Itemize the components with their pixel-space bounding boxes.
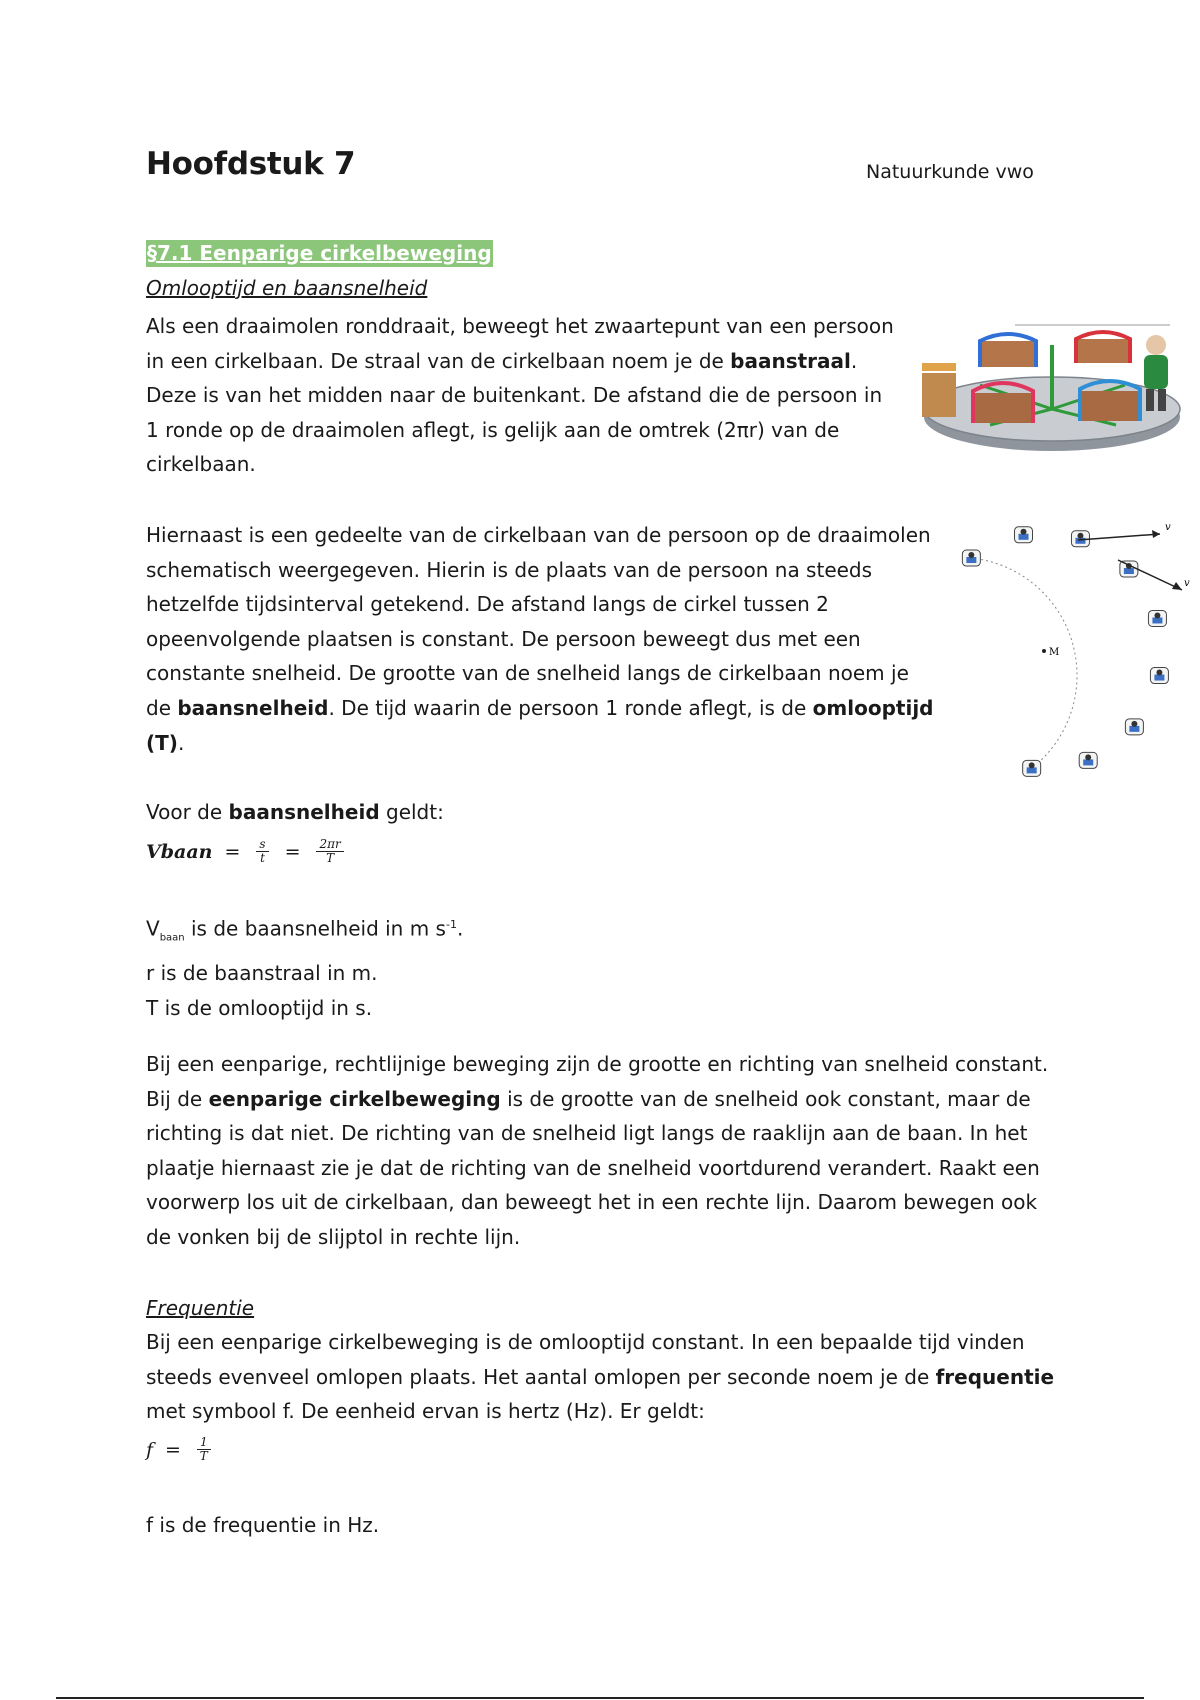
person-position bbox=[1015, 527, 1033, 543]
bottom-rule bbox=[56, 1697, 1144, 1699]
person-position bbox=[1079, 752, 1097, 768]
merry-go-round-illustration bbox=[920, 305, 1190, 465]
person-position bbox=[1125, 719, 1143, 735]
fraction-1-over-T: $\frac{1}{T}$ bbox=[197, 1436, 211, 1463]
formula-frequentie: f = $\frac{1}{T}$ bbox=[146, 1436, 215, 1463]
formula-baansnelheid: Vbaan = $\frac{s}{t}$ = $\frac{2\pi r}{T}$ bbox=[146, 838, 348, 865]
velocity-label-1: v bbox=[1165, 522, 1171, 533]
arrowhead-1 bbox=[1152, 530, 1160, 538]
person-position bbox=[1120, 561, 1138, 577]
paragraph-frequentie: Bij een eenparige cirkelbeweging is de omlooptijd constant. In een bepaalde tijd vinden steeds evenveel omlopen plaats. Het aantal omlopen per seconde noem je de frequentie met symbool f. De eenheid ervan is hertz (Hz). Er geldt: bbox=[146, 1330, 1055, 1424]
circular-motion-diagram bbox=[960, 510, 1200, 790]
fraction-s-over-t: $\frac{s}{t}$ bbox=[256, 838, 268, 865]
person-position bbox=[1148, 610, 1166, 626]
subject-label: Natuurkunde vwo bbox=[866, 161, 1034, 183]
fraction-2pir-over-T: $\frac{2\pi r}{T}$ bbox=[316, 838, 343, 865]
chapter-title: Hoofdstuk 7 bbox=[146, 146, 356, 182]
paragraph-eenparige-beweging: Bij een eenparige, rechtlijnige beweging zijn de grootte en richting van snelheid constant. Bij de eenparige cirkelbeweging is de grootte van de snelheid ook constant, maar de richting is dat niet. De richting van de snelheid ligt langs de raaklijn aan de baan. In het plaatje hiernaast zie je dat de richting van de snelheid voortdurend verandert. Raakt een voorwerp los uit de cirkelbaan, dan beweegt het in een rechte lijn. Daarom bewegen ook de vonken bij de slijptol in rechte lijn. bbox=[146, 1052, 1049, 1249]
center-label: M bbox=[1049, 647, 1060, 658]
person-position bbox=[962, 550, 980, 566]
seat-blue bbox=[980, 334, 1036, 367]
subheading-omlooptijd: Omlooptijd en baansnelheid bbox=[146, 276, 428, 300]
formula-lhs-f: f bbox=[146, 1438, 154, 1461]
velocity-vector-1 bbox=[1078, 534, 1160, 540]
paragraph-cirkelbaan: Hiernaast is een gedeelte van de cirkelbaan van de persoon op de draaimolen schematisch weergegeven. Hierin is de plaats van de persoon na steeds hetzelfde tijdsinterval getekend. De afstand langs de cirkel tussen 2 opeenvolgende plaatsen is constant. De persoon beweegt dus met een constante snelheid. De grootte van de snelheid langs de cirkelbaan noem je de baansnelheid. De tijd waarin de persoon 1 ronde aflegt, is de omlooptijd (T). bbox=[146, 523, 934, 755]
definitions-list bbox=[146, 908, 463, 1025]
subheading-frequentie: Frequentie bbox=[146, 1296, 255, 1320]
seat-red bbox=[1076, 332, 1130, 363]
paragraph-voor-baansnelheid: Voor de baansnelheid geldt: bbox=[146, 800, 444, 824]
formula-lhs: Vbaan bbox=[146, 840, 213, 863]
definition-v: $V_{baan}$ is de baansnelheid in m $s^{-1}$. bbox=[146, 916, 464, 944]
person-position bbox=[1023, 760, 1041, 776]
paragraph-f-definition: f is de frequentie in Hz. bbox=[146, 1513, 380, 1537]
position-markers bbox=[962, 527, 1168, 777]
velocity-label-2: v bbox=[1184, 578, 1190, 589]
paragraph-draaimolen: Als een draaimolen ronddraait, beweegt het zwaartepunt van een persoon in een cirkelbaan. De straal van de cirkelbaan noem je de baanstraal. Deze is van het midden naar de buitenkant. De afstand die de persoon in 1 ronde op de draaimolen aflegt, is gelijk aan de omtrek (2πr) van de cirkelbaan. bbox=[146, 314, 894, 477]
definition-r: r is de baanstraal in m. bbox=[146, 961, 378, 986]
center-point bbox=[1042, 649, 1046, 653]
side-bench bbox=[922, 363, 956, 417]
definition-t: T is de omlooptijd in s. bbox=[146, 995, 373, 1020]
section-heading: §7.1 Eenparige cirkelbeweging bbox=[147, 241, 492, 265]
person-position bbox=[1150, 668, 1168, 684]
circular-path bbox=[971, 558, 1077, 768]
